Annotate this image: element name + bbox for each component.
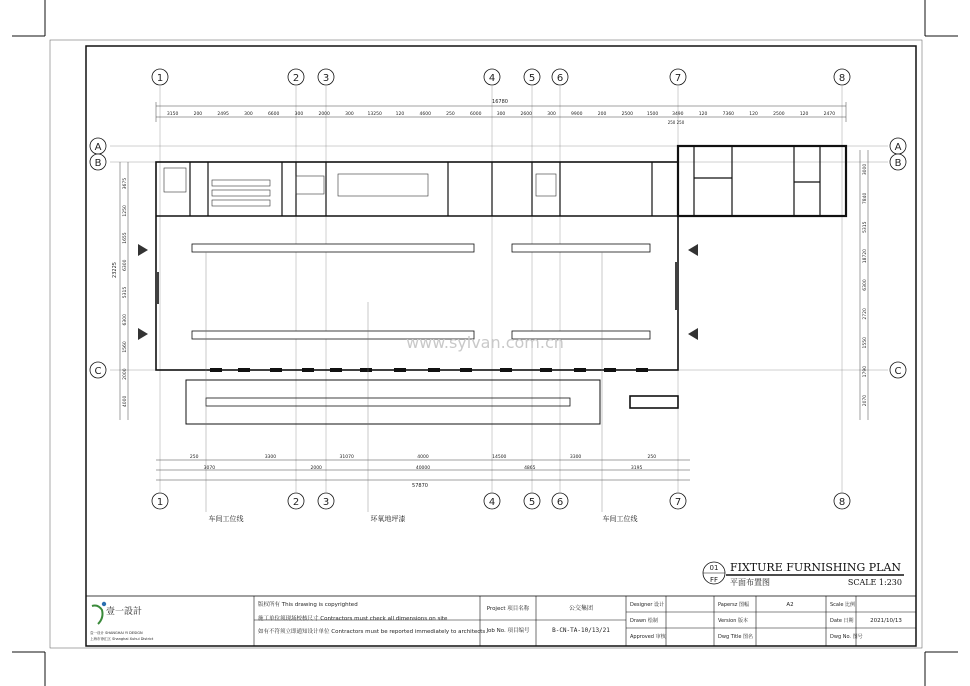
project-label: Project 项目名称 xyxy=(486,606,530,612)
title-number-bottom: FF xyxy=(709,576,719,584)
grid-label-B-right: B xyxy=(894,158,902,169)
watermark: www.sylvan.com.cn xyxy=(406,333,564,352)
top-dimension-value: 120 xyxy=(698,112,708,117)
designer-label: Designer 设计 xyxy=(630,602,664,608)
top-dimension-value: 7360 xyxy=(722,112,735,117)
logo-text: 壹一設計 xyxy=(106,607,143,617)
bottom-row1-dimension-value: 14500 xyxy=(492,455,507,460)
top-small-dimension: 250 250 xyxy=(667,120,685,125)
right-dimension-value: 3000 xyxy=(863,163,868,176)
left-dimension-value: 1250 xyxy=(123,205,128,217)
grid-label-8-bottom: 8 xyxy=(838,497,846,508)
entry-arrow-icon xyxy=(688,244,698,256)
entry-arrow-icon xyxy=(688,328,698,340)
job-label: Job No. 项目编号 xyxy=(486,628,530,634)
top-dimension-value: 3150 xyxy=(166,112,179,117)
bottom-row1-dimension-value: 250 xyxy=(189,455,199,460)
drawing-scale: SCALE 1:230 xyxy=(847,578,902,587)
top-dimension-value: 6600 xyxy=(267,112,280,117)
grid-label-C-right: C xyxy=(894,366,902,377)
left-dimension-value: 1560 xyxy=(123,341,128,353)
grid-label-7-bottom: 7 xyxy=(674,497,682,508)
right-dimension-value: 1790 xyxy=(863,365,868,378)
label-right-workstation: 车间工位线 xyxy=(602,515,638,523)
bottom-row2-dimension-value: 40000 xyxy=(415,466,431,471)
top-dimension-value: 13250 xyxy=(367,112,382,117)
company-logo xyxy=(92,602,142,624)
right-dimension-values xyxy=(862,164,868,407)
top-dimension-value: 300 xyxy=(345,112,354,117)
bottom-row1-dimension-value: 3300 xyxy=(264,455,277,460)
grid-label-5-bottom: 5 xyxy=(528,497,536,508)
right-dimension-value: 6300 xyxy=(863,279,868,291)
copyright-note: 版权所有 This drawing is copyrighted xyxy=(258,602,358,608)
drawn-label: Drawn 绘制 xyxy=(630,618,658,624)
left-dimension-value: 6300 xyxy=(123,313,128,326)
project-value: 公交集团 xyxy=(568,605,594,612)
papersz-label: Papersz 图幅 xyxy=(718,602,749,608)
grid-label-6: 6 xyxy=(556,73,564,84)
bottom-row1-dimension-value: 3300 xyxy=(569,455,582,460)
report-note: 如有不符须立即通知设计单位 Contractors must be reported immediately to architects xyxy=(258,629,486,635)
bottom-row1-dimension-value: 250 xyxy=(647,455,657,460)
top-dimension-values xyxy=(167,111,835,117)
left-dimension-value: 6300 xyxy=(123,259,128,272)
grid-label-2-bottom: 2 xyxy=(292,497,300,508)
entry-arrow-icon xyxy=(138,244,148,256)
bottom-total-dimension: 57870 xyxy=(412,483,428,489)
bottom-row1-dimension-value: 31070 xyxy=(339,455,354,460)
grid-label-1-bottom: 1 xyxy=(156,497,164,508)
top-dimension-value: 250 xyxy=(446,112,455,117)
left-total-dimension: 23225 xyxy=(112,262,118,278)
grid-bubbles-bottom xyxy=(152,493,850,509)
right-dimension-value: 18720 xyxy=(863,248,868,264)
right-dimension-value: 2070 xyxy=(863,394,868,407)
title-block xyxy=(703,561,904,587)
top-dimension-value: 1500 xyxy=(646,112,659,117)
bottom-row1-dimension-value: 4000 xyxy=(417,455,429,460)
top-dimension-value: 2495 xyxy=(217,112,229,117)
dwg-no-label: Dwg No. 图号 xyxy=(830,634,863,640)
info-strip xyxy=(86,596,916,646)
grid-label-4: 4 xyxy=(488,73,496,84)
right-dimension-value: 5315 xyxy=(863,221,868,233)
grid-label-6-bottom: 6 xyxy=(556,497,564,508)
scale-label: Scale 比例 xyxy=(830,602,856,608)
right-dimension-value: 1550 xyxy=(863,337,868,349)
top-dimension-value: 6000 xyxy=(470,112,482,117)
drawing-title-en: FIXTURE FURNISHING PLAN xyxy=(730,561,902,574)
grid-label-3: 3 xyxy=(322,73,330,84)
version-label: Version 版本 xyxy=(718,618,748,624)
dwg-title-label: Dwg Title 图名 xyxy=(718,634,754,640)
top-dimension-value: 300 xyxy=(496,112,506,117)
top-dimension-value: 2500 xyxy=(773,112,785,117)
top-dimension-value: 300 xyxy=(294,112,304,117)
grid-label-3-bottom: 3 xyxy=(322,497,330,508)
top-dimension-value: 3490 xyxy=(672,112,684,117)
top-dimension-value: 120 xyxy=(749,112,758,117)
top-dimension-value: 4600 xyxy=(419,112,431,117)
top-dimension-value: 2470 xyxy=(823,112,836,117)
drawing-title-cn: 平面布置图 xyxy=(730,578,770,587)
date-label: Date 日期 xyxy=(830,618,854,624)
left-dimension-value: 2000 xyxy=(123,368,128,380)
left-dimension-value: 3675 xyxy=(123,177,128,190)
grid-label-C: C xyxy=(94,366,102,377)
grid-label-A-right: A xyxy=(894,142,902,153)
bottom-dimension-row1 xyxy=(190,454,656,460)
top-dimension-value: 2000 xyxy=(318,112,330,117)
date-value: 2021/10/13 xyxy=(870,618,902,624)
top-dimension-value: 200 xyxy=(193,112,203,117)
left-dimension-values xyxy=(122,178,128,407)
grid-label-8: 8 xyxy=(838,73,846,84)
top-dimension-value: 2500 xyxy=(621,112,634,117)
top-dimension-value: 120 xyxy=(395,112,405,117)
company-line-1: 壹一设计 SHANGHAI YI DESIGN xyxy=(90,631,143,635)
entry-arrow-icon xyxy=(138,328,148,340)
approved-label: Approved 审核 xyxy=(630,634,666,640)
grid-label-1: 1 xyxy=(156,73,164,84)
grid-bubbles-top xyxy=(152,69,850,85)
bottom-row2-dimension-value: 3195 xyxy=(630,466,643,471)
top-total-dimension: 16780 xyxy=(492,99,508,105)
papersz-value: A2 xyxy=(786,602,794,608)
job-value: B-CN-TA-10/13/21 xyxy=(552,627,610,634)
left-dimension-value: 5315 xyxy=(123,286,128,299)
top-dimension-value: 300 xyxy=(244,112,253,117)
right-dimension-value: 2720 xyxy=(863,308,868,320)
label-epoxy-floor: 环氧地坪漆 xyxy=(370,515,406,523)
top-dimension-value: 2600 xyxy=(520,112,532,117)
left-dimension-value: 1655 xyxy=(123,232,128,244)
bottom-row2-dimension-value: 4865 xyxy=(524,466,536,471)
grid-label-5: 5 xyxy=(528,73,536,84)
label-left-workstation: 车间工位线 xyxy=(208,515,244,523)
top-dimension-value: 9900 xyxy=(571,112,583,117)
bottom-row2-dimension-value: 3070 xyxy=(203,466,216,471)
site-check-note: 施工单位须现场校核尺寸 Contractors must check all dimensions on site xyxy=(258,616,448,622)
title-number-top: 01 xyxy=(709,564,719,572)
grid-label-B: B xyxy=(94,158,102,169)
grid-label-A: A xyxy=(94,142,102,153)
right-dimension-value: 7840 xyxy=(863,192,868,205)
bottom-row2-dimension-value: 2000 xyxy=(310,466,322,471)
top-dimension-value: 300 xyxy=(547,112,556,117)
company-line-2: 上海市徐汇区 Shanghai Xuhui District xyxy=(90,637,154,641)
grid-label-7: 7 xyxy=(674,73,682,84)
top-dimension-value: 200 xyxy=(597,112,607,117)
left-dimension-value: 4000 xyxy=(123,395,128,408)
top-dimension-value: 120 xyxy=(799,112,809,117)
grid-label-4-bottom: 4 xyxy=(488,497,496,508)
grid-label-2: 2 xyxy=(292,73,300,84)
